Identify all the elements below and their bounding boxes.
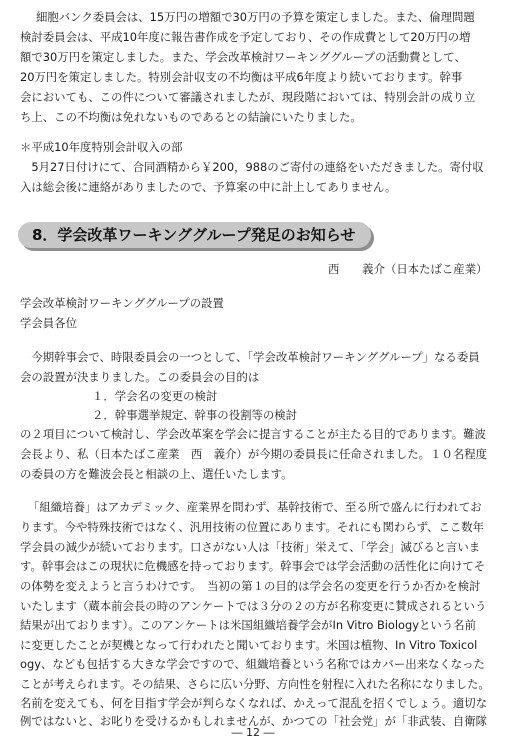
text-line: 「組織培養」はアカデミック、産業界を問わず、基幹技術で、至る所で盛んに行われてお <box>28 500 482 514</box>
text-line: いたします（蔵本前会長の時のアンケートでは３分の２の方が名称変更に賛成されるという <box>20 599 487 613</box>
text-line: 5月27日付けにて、合同酒精から￥200，988のご寄付の連絡をいただきました。寄付収 <box>20 160 484 174</box>
text-line: す。幹事会はこの現状に危機感を持っております。幹事会では学会活動の活性化に向けてそ <box>20 559 486 573</box>
author-line: 西 義介（日本たばこ産業） <box>328 262 488 276</box>
text-line: 会の設置が決まりました。この委員会の目的は <box>20 370 260 384</box>
section-heading <box>18 222 371 248</box>
text-line: ります。今や特殊技術ではなく、汎用技術の位置にあります。それにも関わらず、ここ数年 <box>20 520 485 534</box>
text-line: に変更したことが契機となって行われたと聞いております。米国は植物、In Vitro Toxicol <box>20 638 478 652</box>
page-number: ― 12 ― <box>231 726 275 739</box>
recipient-line: 学会員各位 <box>20 316 77 330</box>
text-line: 名前を変えても、何を目指す学会が判らなくなれば、かえって混乱を招くでしょう。適切な <box>20 696 488 710</box>
text-line: ことが考えられます。その結果、さらに広い分野、方向性を射程に入れた名称になりました。 <box>20 677 490 691</box>
text-line: 結果が出ております）。このアンケートは米国組織培養学会がIn Vitro Biologyという名前 <box>20 618 476 632</box>
text-line: ち上、この不均衡は免れないものであるとの結論にいたりました。 <box>20 110 362 124</box>
text-line: 学会員の減少が続いております。口さがない人は「技術」栄えて、「学会」滅びると言いま <box>20 540 481 554</box>
text-line: 例ではないと、お叱りを受けるかもしれませんが、かつての「社会党」が「非武装、自衛隊 <box>20 714 488 728</box>
list-item: １．学会名の変更の検討 <box>92 389 218 403</box>
text-line: 会においても、この件について審議されましたが、現段階においては、特別会計の成り立 <box>20 90 476 104</box>
text-line: 検討委員会は、平成10年度に報告書作成を予定しており、その作成費として20万円の増 <box>20 30 471 44</box>
text-line: 会長より、私（日本たばこ産業 西 義介）が今期の委員長に任命されました。１０名程度 <box>20 447 488 461</box>
text-line: の委員の方を難波会長と相談の上、選任いたします。 <box>20 467 293 481</box>
text-line: 今期幹事会で、時限委員会の一つとして、「学会改革検討ワーキンググループ」なる委員 <box>20 350 480 364</box>
text-line: の体勢を変えようと言うわけです。 当初の第１の目的は学会名の変更を行うか否かを検討 <box>20 579 481 593</box>
text-line: 細胞バンク委員会は、15万円の増額で30万円の予算を策定しました。また、倫理問題 <box>36 10 475 24</box>
text-line: 入は総会後に連絡がありましたので、予算案の中に計上してありません。 <box>20 180 397 194</box>
list-item: ２．幹事選挙規定、幹事の役割等の検討 <box>92 408 298 422</box>
note-heading: ＊平成10年度特別会計収入の部 <box>20 140 183 154</box>
text-line: の２項目について検討し、学会改革案を学会に提言することが主たる目的であります。難波 <box>20 427 486 441</box>
text-line: 20万円を策定しました。特別会計収支の不均衡は平成6年度より続いております。幹事 <box>20 70 463 84</box>
text-line: ogy、なども包括する大きな学会ですので、組織培養という名称ではカバー出来なくなった <box>20 657 485 671</box>
subject-line: 学会改革検討ワーキンググループの設置 <box>20 296 224 310</box>
section-title: 8．学会改革ワーキンググループ発足のお知らせ <box>32 226 356 244</box>
text-line: 額で30万円を策定しました。また、学会改革検討ワーキンググループの活動費として、 <box>20 50 466 64</box>
